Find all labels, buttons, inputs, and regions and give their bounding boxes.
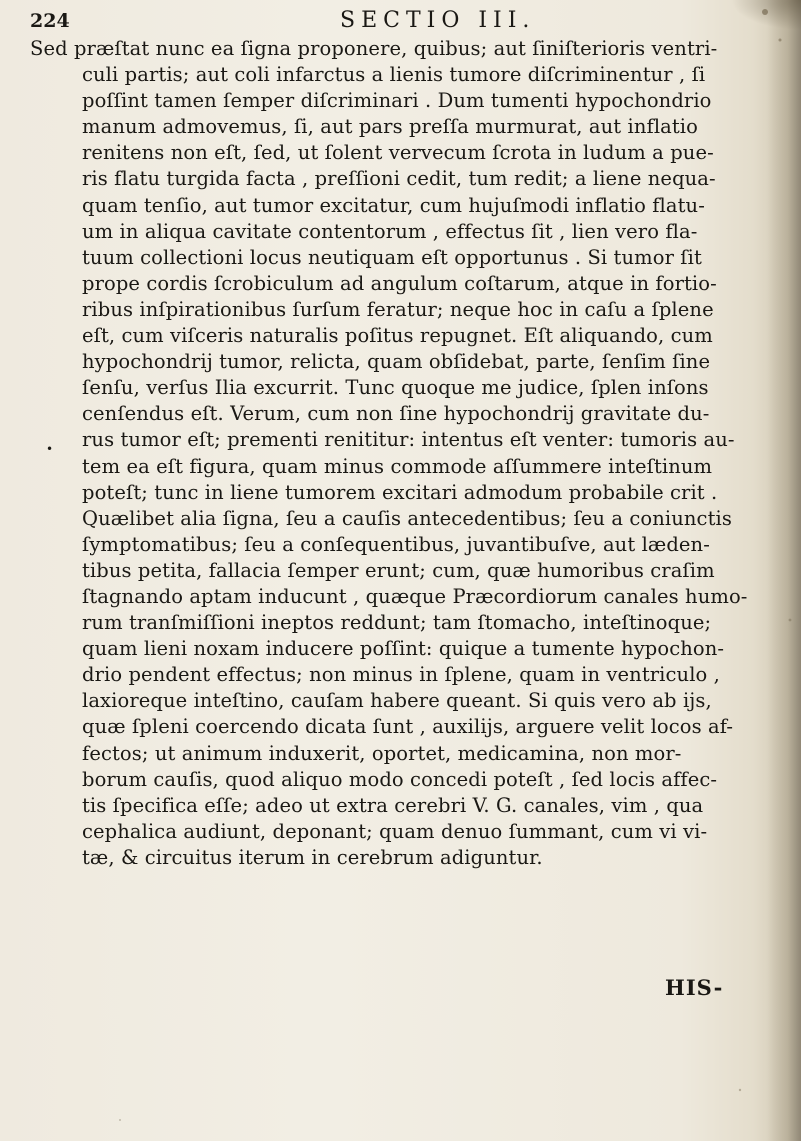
text-line: um in aliqua cavitate contentorum , effectus ſit , lien vero fla- (82, 219, 698, 243)
text-line: fectos; ut animum induxerit, oportet, medicamina, non mor- (82, 741, 682, 765)
body-text (30, 36, 770, 871)
catchword: HIS- (665, 975, 724, 1000)
margin-mark: • (46, 442, 54, 456)
running-header (30, 6, 730, 36)
text-line: rus tumor eſt; prementi renititur: intentus eſt venter: tumoris au- (82, 428, 735, 452)
text-line: tæ, & circuitus iterum in cerebrum adiguntur. (82, 845, 543, 869)
text-line: manum admovemus, ſi, aut pars preſſa murmurat, aut inflatio (82, 115, 698, 139)
text-line: drio pendent effectus; non minus in ſplene, quam in ventriculo , (82, 663, 720, 687)
page-corner-shadow (731, 0, 801, 30)
text-line: renitens non eſt, ſed, ut ſolent vervecum ſcrota in ludum a pue- (82, 141, 714, 165)
section-title: SECTIO III. (340, 8, 536, 33)
text-line: laxioreque inteſtino, cauſam habere queant. Si quis vero ab ijs, (82, 689, 712, 713)
text-line: prope cordis ſcrobiculum ad angulum coſtarum, atque in fortio- (82, 271, 717, 295)
page-gutter-shadow (767, 0, 801, 1141)
text-line: ſtagnando aptam inducunt , quæque Præcordiorum canales humo- (82, 584, 748, 608)
text-line: ſenſu, verſus Ilia excurrit. Tunc quoque me judice, ſplen inſons (82, 376, 709, 400)
text-line: borum cauſis, quod aliquo modo concedi poteſt , ſed locis affec- (82, 767, 718, 791)
text-line: ſymptomatibus; ſeu a conſequentibus, juvantibuſve, aut læden- (82, 532, 710, 556)
text-line: Quælibet alia ſigna, ſeu a cauſis antecedentibus; ſeu a coniunctis (82, 506, 732, 530)
text-line: ribus inſpirationibus ſurſum feratur; neque hoc in caſu a ſplene (82, 297, 714, 321)
text-line: tuum collectioni locus neutiquam eſt opportunus . Si tumor ſit (82, 245, 702, 269)
text-line: quam lieni noxam inducere poſſint: quique a tumente hypochon- (82, 637, 725, 661)
text-line: cenſendus eſt. Verum, cum non ſine hypochondrij gravitate du- (82, 402, 710, 426)
text-line: poteſt; tunc in liene tumorem excitari admodum probabile crit . (82, 480, 718, 504)
text-line: tem ea eſt figura, quam minus commode aſſummere inteſtinum (82, 454, 713, 478)
text-line: ris flatu turgida facta , preſſioni cedit, tum redit; a liene nequa- (82, 167, 716, 191)
text-line: quam tenſio, aut tumor excitatur, cum hujuſmodi inflatio flatu- (82, 193, 705, 217)
page-number: 224 (30, 10, 70, 32)
text-line: tibus petita, fallacia ſemper erunt; cum, quæ humoribus craſim (82, 558, 715, 582)
text-line: Sed præſtat nunc ea ſigna proponere, quibus; aut ſiniſterioris ventri- (30, 37, 718, 60)
text-line: culi partis; aut coli infarctus a lienis tumore diſcriminentur , ſi (82, 63, 706, 87)
text-line: eſt, cum viſceris naturalis poſitus repugnet. Eſt aliquando, cum (82, 324, 713, 348)
text-line: rum tranſmiſſioni ineptos reddunt; tam ſtomacho, inteſtinoque; (82, 611, 712, 635)
text-line: poſſint tamen ſemper diſcriminari . Dum tumenti hypochondrio (82, 89, 712, 113)
text-line: cephalica audiunt, deponant; quam denuo ſummant, cum vi vi- (82, 819, 708, 843)
text-line: hypochondrij tumor, relicta, quam obſidebat, parte, ſenſim ſine (82, 350, 711, 374)
text-line: quæ ſpleni coercendo dicata ſunt , auxilijs, arguere velit locos af- (82, 715, 734, 739)
text-line: tis ſpecifica eſſe; adeo ut extra cerebri V. G. canales, vim , qua (82, 793, 704, 817)
